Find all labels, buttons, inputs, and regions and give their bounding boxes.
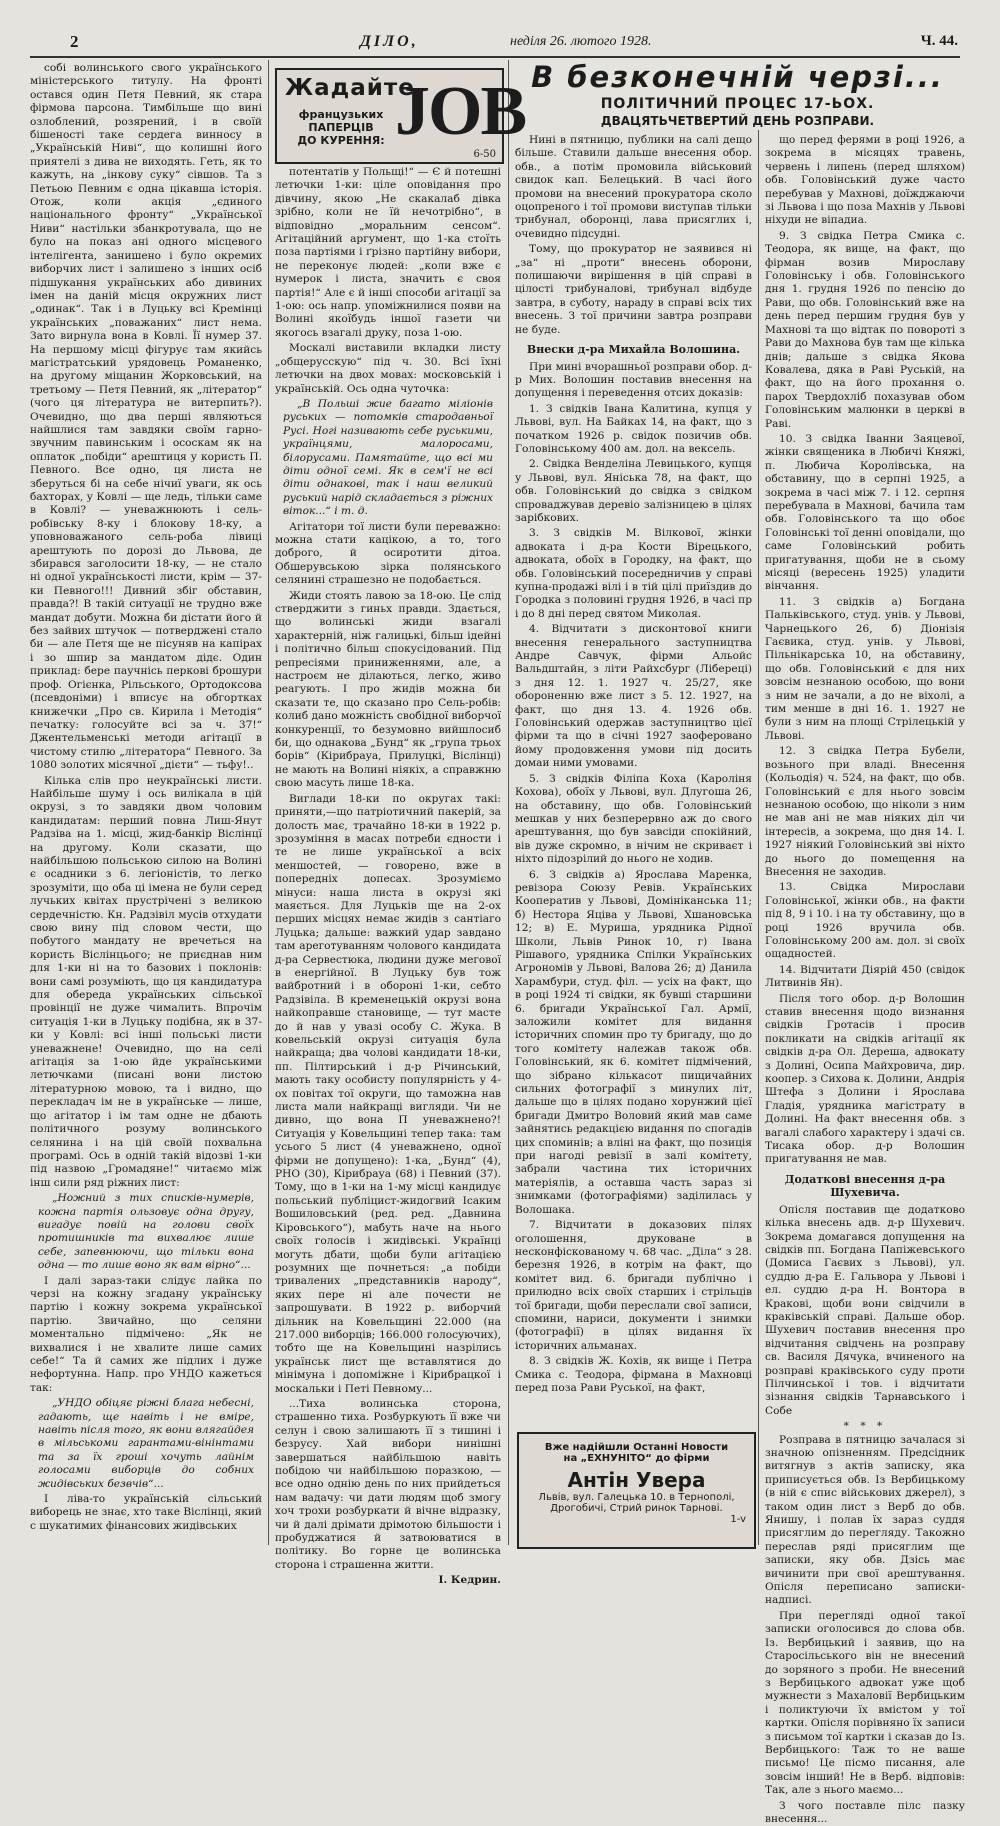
article-headline: В безконечній черзі...: [531, 60, 944, 94]
job-paper-advertisement: [275, 68, 526, 164]
paragraph: 12. З свідка Петра Бубели, возьного при владі. Внесення (Кольодія) ч. 524, на факт, що обв. Головінський є для нього зовсім незнаною особою, що ніколи з ним не мав ані не мав ніяких діл чи інтересів, а зокрема, що дня 14. І. 1927 ніякий Головінський зві ніхто до нього до помещення на Внесення не заходив.: [765, 745, 965, 878]
issue-number: Ч. 44.: [920, 33, 958, 49]
paragraph: 9. З свідка Петра Смика с. Теодора, як вище, на факт, що фірман возив Мирославу Головінську і обв. Головінського дня 1. грудня 1926 по пенсію до Рави, що обв. Головінський вже на день перед першим грудня був у Махнові та що відтак по повороті з Рави до Махнова був там ще кілька днів; дальше з свідка Якова Ковалева, дяка в Раві Руській, на факт, що на його прохання о. парох Твердохліб похазував обом Головінським малюнки в церкві в Раві.: [765, 229, 965, 430]
column-2-article: [275, 166, 502, 1587]
paragraph: З чого поставле пілс пазку внесення...: [765, 1799, 965, 1825]
paragraph: 14. Відчитати Діярій 450 (свідок Литвинів Ян).: [765, 963, 965, 990]
column-divider: [508, 60, 509, 1545]
news-advertisement: [517, 1432, 756, 1549]
ad-line: французьких: [298, 108, 384, 121]
article-subheadline-2: ДВАЦЯТЬЧЕТВЕРТИЙ ДЕНЬ РОЗПРАВИ.: [600, 114, 875, 128]
ad-text: [291, 108, 391, 147]
ad-line: на „ЕХНУНІТО“ до фірми: [563, 1453, 710, 1464]
section-subheading: Внески д-ра Михайла Волошина.: [526, 343, 741, 357]
paragraph: Кілька слів про неукраїнські листи. Найбільше шуму і ось вилікала в цій окрузі, з то завдяки двом чоловим кандидатам: перший повна Лиш-Янут Радзіва на 1. місці, жид-банкір Віслінцї на другому. Коли сказати, що найбільшою польською силою на Волині є осадники з 6. легіоністів, то легко зрозуміти, що оба ці імена не були серед лучьких квітах прустрічені з великою сердечністю. Кн. Радзівіл мусів отхудати свою вину під словом чести, що побутого мандату не вречеться на користь Віслінцього; не приєднав ним для 1-ки ні на то базових і поклонів: вони самі розуміють, що ця кандидатура для обереда українських сільської провінції не дуже чималить. Впрочім ситуація 1-ки в Луцьку подібна, як в 37-ки у Ковлі: всі інші польські листи уневажнене! Очевидно, що на селі агітація за 1-ою йде українськими летючками (писані вони листою літературною мовою, та і видно, що перекладач ім не в українське — лише, що агітатор і ім там одне не дбають політичного розуму волинського селянина і на цій своїй похвальна програмі. Ось в одній такій відозві 1-ки під назвою „Громадяне!“ читаємо між інш сили ряд ріжних лист:: [30, 774, 262, 1189]
article-headline-block: [515, 60, 960, 128]
paragraph: Виглади 18-ки по округах такі: приняти,—що патріотичний пакерій, за долость має, трачайно 18-ки в 1922 р. зрозуміння в масах потреби єдности і те не лише української а всіх меншостей, — говорено, вже в попередніх допесах. Зрозуміємо мінуси: наша листа в окрузі які маяється. Для Луцьків ще на 2-ох перших місцях немає жидів з сантіаго Луцька; дальше: важкий удар завдано там ареготуванням чолового кандидата д-ра Сервестюка, людини дуже мегової в енергійної. В Луцьку був тож вайбротний і в обороні 1-ки, себто Радзівіла. В кременецькій окрузі вона найкоправше становище, — тут масте до й нав у увазі особу С. Жука. В ковельській окрузі ситуація була найкраща; два чолові кандидати 18-ки, пп. Пілтирський і д-р Річинський, мають таку особисту популярність у 4-ох повітах тої округи, що таможна нав листа мали найкращі вигляди. Чи не дивно, що вона П уневажнено?! Ситуація у Ковельщині тепер така: там усього 5 лист (4 уневажнено, одної фірми не допущено): 1-ка, „Бунд“ (4), РНО (30), Кірибрауа (68) і Певний (37). Тому, що в 1-ки на 1-му місці кандидує польський публіцист-жидогвий Ісаким Вошиловський (ред. ред. „Давнина Кіровського“), мабуть наче на нього своїх голосів і жидівські. Українці могуть дбати, щоби були агітацією розумних ще почнеться: „а побіди тривалених „представників народу“, яких пере ні але почести не запрошувати. В 1922 р. виборчий дільник на Ковельщині 22.000 (на 217.000 виборців; 166.000 голосуючих), тобто ще на Ковельщині назрілись українськ лист ще вставлятися до мінімуна і допоміжне і Кірибрацкої і москальки і Петі Певному...: [275, 792, 501, 1395]
ad-line: Вже надійшли Останні Новости: [544, 1442, 729, 1453]
masthead-rule: [30, 56, 960, 58]
paragraph: 4. Відчитати з дисконтової книги внесення генерального заступництва Андре Савчук, фірми Альойс Вальдштайн, з літи Райхсбург (Лібереці) з дня 12. 1. 1927 ч. 25/27, яке обороненню вже лист з 5. 12. 1927, на факт, що дня 13. 4. 1926 обв. Головінський одержав заступництво цієї фірми та що в січні 1927 заоферовано йому продовження умови під досить домаи ними умовами.: [515, 623, 752, 770]
ad-address: Львів, вул. Галецька 10. в Тернополі, Дрогобичі, Стрий ринок Тарнові.: [538, 1492, 735, 1514]
author-signature: І. Кедрин.: [438, 1574, 501, 1587]
paragraph: Жиди стоять лавою за 18-ою. Це слід стверджити з гиньх правди. Здається, що волинські жиди взагалі характерній, ніж галицькі, більш ідейні і політично більш спокусідований. Під репресіями приниженнями, але, а настроєм не ділаються, легко, живо реагують. І про жидів можна би сказати те, що сказано про Сель-робів: колиб дано можність свобідної виборчої конкуренції, то безумовно вийшлосиб би, що однакова „Бунд“ як „група трьох борів“ (Кірибрауа, Прилуцкі, Віслінці) не мають на Волині ніякіх, а справжню свою масуть лише 18-ка.: [275, 589, 502, 790]
ad-brand: JOB: [395, 73, 526, 150]
paragraph: 8. З свідків Ж. Кохів, як вище і Петра Смика с. Теодора, фірмана в Махновці перед поза Рави Руської, на факт,: [515, 1355, 752, 1394]
ad-headline: Жадайте: [285, 75, 415, 101]
ad-price: 6-50: [473, 149, 496, 160]
article-subheadline: ПОЛІТИЧНИЙ ПРОЦЕС 17-ЬОХ.: [600, 96, 875, 112]
paragraph: потентатів у Польщі!“ — Є й потешні летючки 1-ки: ціле оповідання про дівчину, якою „Не скакалаб дівка зрібно, коли не їй нечотрібно“, в відповідно „моральним сенсом“. Агітаційний аргумент, що 1-ка стоїть поза партіями і ґрізно партійну вибори, не переконує людей: „коли вже є нумерок і листа, значить є своя партія!“ Але є й інші способи агітації за 1-ою: ось напр. упоміжнилися появи на Волині якоїбудь іншої газети чи якогось взагалі друку, поза 1-ою.: [275, 166, 501, 339]
ad-line: ПАПЕРЦІВ: [308, 121, 374, 134]
column-1-article: [30, 62, 262, 1547]
issue-date: неділя 26. лютого 1928.: [510, 34, 652, 49]
paragraph: 3. З свідків М. Вілкової, жінки адвоката і д-ра Кости Вірецького, адвоката, обоїх в Городку, на факт, що обв. Головінський посередничив у справі купна-продажі вілі і в тій цілі приїздив до Городка з половині грудня 1926, в часі пр і до 8 дні перед святом Миколая.: [515, 527, 752, 620]
paragraph: 10. З свідка Іванни Заяцевої, жінки священика в Любичі Княжі, п. Любича Королівська, на обставину, що в серпні 1925, а зокрема в часі між 7. і 12. серпня перебувала в Махнові, бачила там обв. Головінського та що обоє Головінські тої денні оповідали, що саме Головінський робить пригатування, щоби не в сьому місяці (вересень 1925) уладити вінчання.: [765, 432, 965, 593]
ad-company-name: Антін Увера: [567, 1468, 706, 1492]
paragraph: ...Тиха волинська сторона, страшенно тиха. Розбуркують її вже чи селун і свою залишають її з тишині і безрусу. Хай вибори нинішні завершаться найбільшою навіть побідою чи найбільшою поразкою, — все одно однію день по них прийдеться нам вадачу: чи дати людям щоб змогу хоч трохи розбуркати й вічне відразку, чи й далі дрімати дрімотою більшости і пробуджатися й затвоюватися в політику. Во горне це волинська сторона і страшенна житти.: [275, 1397, 501, 1571]
quote-paragraph: „УНДО обіцяє ріжні блага небесні, гадають, ще навіть і не вміре, навіть після того, як вони влягайдея в мільськоми гарантами-вінінтами та за їх гроші хочуть лайнім голосами виборців до собних жидівських безвчів“...: [38, 1397, 254, 1490]
paragraph: Москалі виставили вкладки листу „общерусскую“ під ч. 30. Всі їхні летючки на двох мовах: московській і українській. Ось одна чуточка:: [275, 342, 501, 395]
newspaper-title: ДІЛО,: [360, 33, 419, 50]
paragraph: 1. З свідків Івана Калитина, купця у Львові, вул. На Байках 14, на факт, що з початком 1926 р. свідок позичив обв. Головінському 400 ам. дол. на вексель.: [515, 402, 752, 455]
paragraph: 7. Відчитати в доказових пілях оголошення, друковане в несконфіскованому ч. 68 час. „Діла“ з 28. березня 1926, в котрім на факт, що комітет вид. 6. бригади публічно і прилюдно всіх своїх старших і стрільців тої бригади, щоби переслали свої записи, спомини, нариси, документи і знимки (фотографії) в цілях видання їх історичних альманах.: [515, 1219, 752, 1352]
paragraph: 11. З свідків а) Богдана Пальківського, студ. унів. у Львові, Чарнецького 26, б) Діонізія Гаєвика, студ. унів. у Львові, Пільнікарська 10, на обставину, що обв. Головінський є для них зовсім незнаною особою, що вони з ним не зачали, а до не віхолі, а тим менше в дні 16. 1. 1927 не були з ним на площі Стрілецькій у Львові.: [765, 595, 965, 742]
paragraph: Розправа в пятницю зачалася зі значною опізненням. Предсідник витягнув з актів записку, яка приписується обв. Із Вербицькому (в ній є спис військових джерел), з таком один лист з Верб до обв. Янишу, і полав їх зараз суддя присяглим до перегляду. Такожно переслав ряді присяглим ще записки, яку обв. Дзісь має вичинити при свої арештування. Опісля переписано записки-надписі.: [765, 1433, 965, 1607]
paragraph: Агітатори тої листи були переважно: можна стати кацікою, а то, того доброго, й осиротити дітоа. Обшерувською зірка полянського селянині страшезно не подобається.: [275, 520, 501, 587]
paragraph: Опісля поставив ще додатково кілька внесень адв. д-р Шухевич. Зокрема домагався допущення на свідків пп. Богдана Папіжевського (Домиса Гаєвих з Львові), ул. суддю д-ра Е. Гальвора у Львові і ел. суддю д-ра Н. Вонтора в Кракові, щоби вони свідчили в краківській справі. Дальше обор. Шухевич поставив внесення про відчитання свідчень на розправу св. Василя Дячука, вчиненого на розправі краківського суду проти Пілчинської і тов. і відчитати зізнання свідків Тарнавського і Собе: [765, 1203, 965, 1417]
column-divider: [268, 60, 269, 1545]
page-number: 2: [70, 32, 79, 51]
paragraph: 13. Свідка Мирослави Головінської, жінки обв., на факти під 8, 9 і 10. і на ту обставину, що в році 1926 вручила обв. Головінському 200 ам. дол. зі своїх ощадностей.: [765, 881, 965, 961]
column-4-article: [765, 134, 965, 1825]
section-separator: * * *: [843, 1420, 887, 1433]
masthead: [40, 30, 970, 54]
paragraph: Тому, що прокуратор не заявився ні „за“ ні „проти“ внесень оборони, полишаючи вирішення в цій справі в цілості трибуналові, трибунал відбуде завтра, в суботу, нараду в справі всіх тих внесень. З тої причини завтра розправи не буде.: [515, 243, 752, 336]
paragraph: І ліва-то українській сільський виборець не знає, хто таке Віслінці, який с шукатимих фінансових жидівських: [30, 1493, 262, 1532]
paragraph: При перегляді одної такої записки оголосився до слова обв. Із. Вербицький і заявив, що на Старосільського він не внесений до зоряного з проби. Не внесений з Вербицького адвокат уже щоб мужнести з Махаловії Вербицьким і поликтуючи їх вмістом у тої картки. Опісля порівняно їх записи з письмом тої картки і сказав до Із. Вербицького: Таж то не ваше письмо! Це пісмо писання, але зовсім інший! Не в Верб. відповів: Так, але з нього маємо...: [765, 1609, 965, 1797]
ad-line: ДО КУРЕННЯ:: [297, 134, 385, 147]
paragraph: 2. Свідка Венделіна Левицького, купця у Львові, вул. Яніська 78, на факт, що обв. Головінський до свідка з свідком спроваджував деревіо залізницею в цілях зарібкових.: [515, 458, 752, 524]
paragraph: 6. З свідків а) Ярослава Маренка, ревізора Союзу Ревів. Українських Кооператив у Львові, Домініканська 11; б) Нестора Яціва у Львові, Хшановська 12; в) Е. Муриша, урядника Рідної Школи, Львів Ринок 10, г) Івана Рішавого, урядника Спілки Українських Агрономів у Львові, Валова 26; д) Данила Харамбури, студ. філ. — усіх на факт, що в році 1924 ті свідки, як бувші старшини 6. бригади Української Гал. Армії, заложили комітет для видання історичних спомин про ту бригаду, що до того комітету належав також обв. Головінський, як 6. комітет підмічений, що зібрано кількасот пищичайних сильних фотографії з минулих літ, дальше що в цілях подано хорунжий цієї бригади Дмитро Воловий який мав саме зайнятись редакцією видання по спогадів цих споминів; а вліні на факт, що позиція при нагоді ревізії в залі комітету, забрали частина тих історичних матеріялів, а оставша часть зараз зі знимками (фотографіями) заділилась у Волошака.: [515, 868, 752, 1216]
paragraph: При мині вчорашньої розправи обор. д-р Мих. Волошин поставив внесення на допущення і переведення отсих доказів:: [515, 360, 752, 400]
quote-paragraph: „В Польші жие багато міліонів руських — потомків стародавньої Русі. Ногі називають себе руськими, українцями, малоросами, білорусами. Памятайте, що всі ми діти одної семі. Як в сем'ї не всі діти однакові, так і наш великий руський нарід складається з ріжних віток...“ і т. д.: [283, 397, 493, 518]
paragraph: І далі зараз-таки слідує лайка по черзі на кожну згадану українську партію і кожну зокрема української партію. Звичайно, що селяни моментально підмічено: „Як не вихвалися і не хвалите лише самих себе!“ Та й самих же підлих і дуже нефортунна. Напр. про УНДО кажеться так:: [30, 1274, 262, 1394]
paragraph: собі волинського свого українського міністерського титулу. На фронті остався один Петя Певний, як стара фірмова паpсона. Тимбільше що вині озлоблений, розярений, і в своїй бішеності таке сердега винносу в „Українській Ниві“, що колишні його приятелі з дива не виходять. Геть, як то кажуть, на „інкову суку“ сівшов. Та з Петьою Певним є одна цікавша історія. Отож, коли акція „єдиного національного фронту“ „Української Ниви“ настільки збанкротувала, що не було на показ ані одного місцевого інтелігента, занишено і було окремих виборчих лист і залишено з інших осіб підшукання українських або дивиних імен на даній місця окружних лист „одинак“. Так і в Луцьку всі Кремінці українських „поважаних“ лист нема. Зато вирнула вона в Ковлі. Її нумер 37. На першому місці фігурує там якийсь магістратський урядовець Романенко, на другому міщанин Жорковський, на третьому — Петя Певний, як „літератор“ (чого ця література не витерпить?). Очевидно, що два перші являються найшлися там завдяки своїм гарно-звучним павинським і ососкам як на оплаток „побіди“ арештиця у користь П. Певного. Все одно, ця листа не зберуться бі на себе нічиї уваги, як ось бахторах, у Ковлі — ще ледь, тільки саме в Ковлі? — уневажнюють і сель-робівську 8-ку і блокову 18-ку, а уповноважаного сель-роба лівиці арештують по дорозі до Львова, де збирався заголосити 18-ку, — не стало ні одної українськості листи, крім — 37-ки Певного!!! Дивний збіг обставин, правда?! В такій ситуації не трудно вже мандат добути. Можна би дістати його й без зайвих штучок — потверджені стало би — але Петя ще не пісуняв на капірах і зо шпир за мандатом дідє. Один приклад: бере паучнісь перкові брошури проф. Огієнка, Рільського, Ортодоксова (псевдоніми) і вписує на обгортках книжечки „Про св. Кирила і Методія“ печатку: голосуйте всі за ч. 37!“ Джентельменські методи агітації в чистому стилю „літератора“ Певного. За 1080 золотих місячної „дієти“ — тьфу!..: [30, 62, 262, 772]
section-subheading: Додаткові внесення д-ра Шухевича.: [784, 1172, 946, 1200]
column-divider: [758, 130, 759, 1545]
ad-code: 1-v: [730, 1514, 746, 1525]
paragraph: Нині в пятницю, публики на салі дещо більше. Ставили дальше внесення обор. обв., а потім промовила військовий свидок кап. Белецький. В часі його промови на внесений прокуратора сколо оцопреного і тої промови виступав тільки трибунал, оборонці, лава присяглих і, очевидно підсудні.: [515, 134, 752, 240]
column-3-article: [515, 134, 752, 1426]
paragraph: 5. З свідків Філіпа Коха (Кароліня Кохова), обоїх у Львові, вул. Длугоша 26, на обставину, що обв. Головінський мешкав у них безперервно аж до свого арештування, що був завсіди спокійний, вів дуже скромно, в нічим не скриваєт і ніхто підозрілий до нього не ходив.: [515, 772, 752, 866]
paragraph: що перед ферями в році 1926, а зокрема в місяцях травень, червень і липень (перед шляхом) обв. Головінський дуже часто перебував у Махнові, доїжджаючи зі Львова і що поза Махнів у Львові ніхуди не віпадиа.: [765, 134, 965, 227]
paragraph: Після того обор. д-р Волошин ставив внесення щодо визнання свідків Гротасів і просив покликати на свідків агітації як свідків д-ра Ол. Дереша, адвокату з Долині, Осипа Майхровича, дир. коопер. з Сихова к. Долини, Андрія Штефа з Долини і Ярослава Гладія, урядника магістрату в Долині. На факт внесення обв. з вагалі слабого характеру і здачі св. Тисака обор. д-р Волошин пригатування не мав.: [765, 992, 965, 1166]
quote-paragraph: „Ножний з тих списків-нумерів, кожна партія ользовує одна другу, вигадує повій на голови своїх протишників та вихвалює лише себе, запевнюючи, що тільки вона одна — то лише воно як вам вірно“...: [38, 1192, 254, 1272]
